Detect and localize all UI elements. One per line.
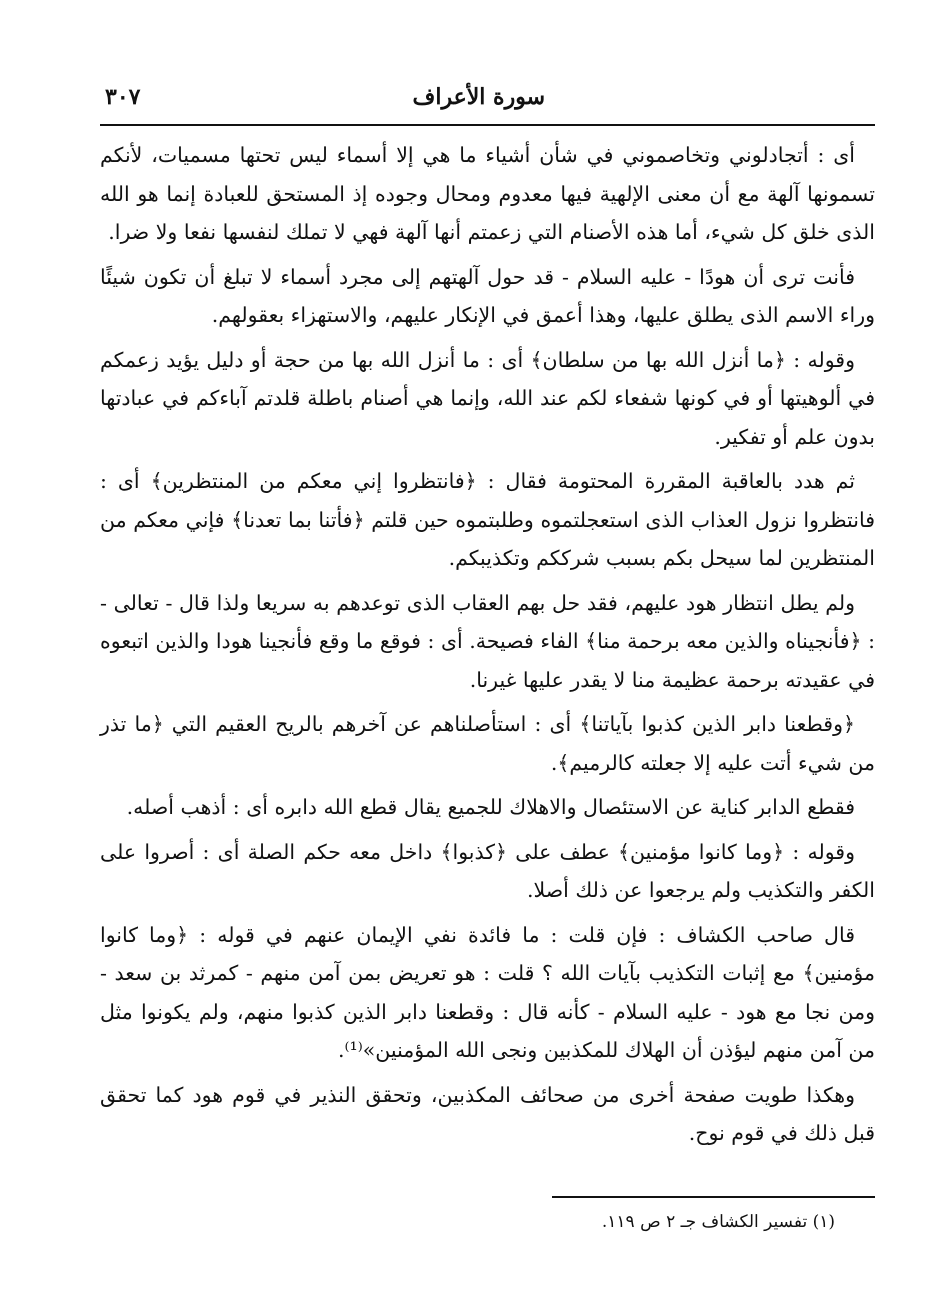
paragraph: قال صاحب الكشاف : فإن قلت : ما فائدة نفي الإيمان عنهم في قوله : ﴿وما كانوا مؤمنين﴾ مع إثبات التكذيب بآيات الله ؟ قلت : هو تعريض بمن آمن منهم - كمرثد بن سعد - ومن نجا مع هود - عليه السلام - كأنه قال : وقطعنا دابر الذين كذبوا منهم، ولم يكونوا مثل من آمن منهم ليؤذن أن الهلاك للمكذبين ونجى الله المؤمنين»⁽¹⁾. <box>100 922 875 1062</box>
page-number: ٣٠٧ <box>105 84 141 110</box>
paragraph: وقوله : ﴿وما كانوا مؤمنين﴾ عطف على ﴿كذبوا﴾ داخل معه حكم الصلة أى : أصروا على الكفر والتكذيب ولم يرجعوا عن ذلك أصلا. <box>100 839 875 902</box>
paragraph: فأنت ترى أن هودًا - عليه السلام - قد حول آلهتهم إلى مجرد أسماء لا تبلغ أن تكون شيئًا وراء الاسم الذى يطلق عليها، وهذا أعمق في الإنكار عليهم، والاستهزاء بعقولهم. <box>100 264 875 327</box>
paragraph: فقطع الدابر كناية عن الاستئصال والاهلاك للجميع يقال قطع الله دابره أى : أذهب أصله. <box>126 795 855 819</box>
footnote: (١) تفسير الكشاف جـ ٢ ص ١١٩. <box>601 1212 835 1232</box>
footnote-divider <box>552 1196 875 1198</box>
paragraph: ﴿وقطعنا دابر الذين كذبوا بآياتنا﴾ أى : استأصلناهم عن آخرهم بالريح العقيم التي ﴿ما تذر من شيء أتت عليه إلا جعلته كالرميم﴾. <box>100 712 875 775</box>
paragraph: وقوله : ﴿ما أنزل الله بها من سلطان﴾ أى : ما أنزل الله بها من حجة أو دليل يؤيد زعمكم في ألوهيتها أو في كونها شفعاء لكم عند الله، وإنما هي أصنام باطلة قلدتم آباءكم في عبادتها بدون علم أو تفكير. <box>100 347 875 449</box>
paragraph: ولم يطل انتظار هود عليهم، فقد حل بهم العقاب الذى توعدهم به سريعا ولذا قال - تعالى - : ﴿فأنجيناه والذين معه برحمة منا﴾ الفاء فصيحة. أى : فوقع ما وقع فأنجينا هودا والذين اتبعوه في عقيدته برحمة عظيمة منا لا يقدر عليها غيرنا. <box>100 590 875 692</box>
paragraph: وهكذا طويت صفحة أخرى من صحائف المكذبين، وتحقق النذير في قوم هود كما تحقق قبل ذلك في قوم نوح. <box>100 1082 875 1145</box>
surah-title: سورة الأعراف <box>412 84 545 110</box>
paragraph: ثم هدد بالعاقبة المقررة المحتومة فقال : ﴿فانتظروا إني معكم من المنتظرين﴾ أى : فانتظروا نزول العذاب الذى استعجلتموه وطلبتموه حين قلتم ﴿فأتنا بما تعدنا﴾ فإني معكم من المنتظرين لما سيحل بكم بسبب شرككم وتكذيبكم. <box>100 469 875 570</box>
paragraph: أى : أتجادلوني وتخاصموني في شأن أشياء ما هي إلا أسماء ليس تحتها مسميات، لأنكم تسمونها آلهة مع أن معنى الإلهية فيها معدوم ومحال وجوده إذ المستحق للعبادة إنما هو الله الذى خلق كل شيء، أما هذه الأصنام التي زعمتم أنها آلهة فهي لا تملك لنفسها نفعا ولا ضرا. <box>100 143 875 244</box>
page-header <box>105 82 875 122</box>
header-divider <box>100 124 875 126</box>
main-text <box>100 136 875 1159</box>
